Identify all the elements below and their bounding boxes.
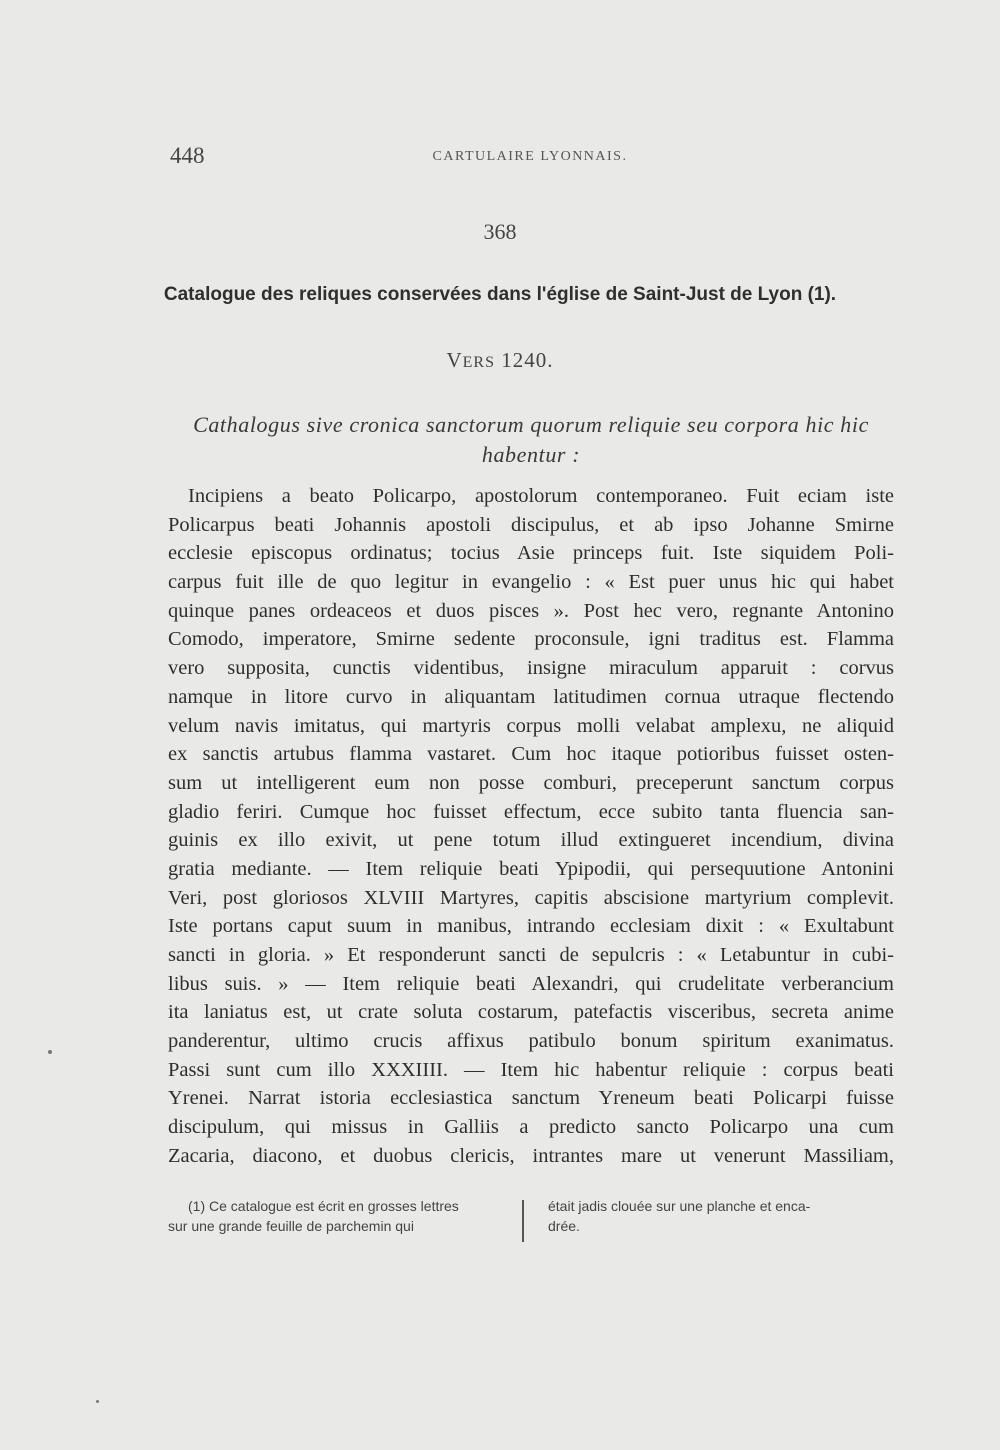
text-line: discipulum, qui missus in Galliis a predicto sancto Policarpo una cum bbox=[168, 1116, 894, 1139]
text-line: ex sanctis artubus flamma vastaret. Cum hoc itaque potioribus fuisset osten- bbox=[168, 743, 894, 766]
text-line: quinque panes ordeaceos et duos pisces ». Post hec vero, regnante Antonino bbox=[168, 599, 894, 622]
text-line: Yrenei. Narrat istoria ecclesiastica sanctum Yreneum beati Policarpi fuisse bbox=[168, 1087, 894, 1110]
text-line: ecclesie episcopus ordinatus; tocius Asie princeps fuit. Iste siquidem Poli- bbox=[168, 542, 894, 565]
page-number: 448 bbox=[170, 143, 205, 168]
footnote-line: sur une grande feuille de parchemin qui bbox=[168, 1218, 414, 1234]
text-line: gladio feriri. Cumque hoc fuisset effectum, ecce subito tanta fluencia san- bbox=[168, 800, 894, 823]
date-year: 1240. bbox=[501, 348, 554, 372]
text-line: Incipiens a beato Policarpo, apostolorum contemporaneo. Fuit eciam iste bbox=[188, 485, 894, 507]
date-prefix-cap: V bbox=[446, 348, 463, 372]
paper-speck bbox=[96, 1400, 99, 1403]
text-line: guinis ex illo exivit, ut pene totum illud extingueret incendium, divina bbox=[168, 829, 894, 852]
document-number: 368 bbox=[483, 219, 517, 244]
text-line: carpus fuit ille de quo legitur in evangelio : « Est puer unus hic qui habet bbox=[168, 571, 894, 594]
text-line: namque in litore curvo in aliquantam latitudimen cornua utraque flectendo bbox=[168, 685, 894, 708]
text-line: libus suis. » — Item reliquie beati Alexandri, qui crudelitate verberancium bbox=[168, 972, 894, 995]
text-line: sancti in gloria. » Et responderunt sancti de sepulcris : « Letabuntur in cubi- bbox=[168, 944, 894, 966]
document-date bbox=[0, 348, 1000, 373]
text-line: Veri, post gloriosos XLVIII Martyres, capitis abscisione martyrium complevit. bbox=[168, 886, 894, 909]
body-text bbox=[168, 482, 894, 1171]
date-prefix-rest: ERS bbox=[462, 354, 495, 371]
running-title: CARTULAIRE LYONNAIS. bbox=[432, 149, 628, 164]
text-line: Iste portans caput suum in manibus, intrando ecclesiam dixit : « Exultabunt bbox=[168, 915, 894, 938]
footnote-line: était jadis clouée sur une planche et enca- bbox=[548, 1198, 811, 1214]
footnote-left-column bbox=[168, 1196, 508, 1236]
text-line: panderentur, ultimo crucis affixus patibulo bonum spiritum exanimatus. bbox=[168, 1030, 894, 1053]
text-line: gratia mediante. — Item reliquie beati Ypipodii, qui persequutione Antonini bbox=[168, 857, 894, 880]
paper-speck bbox=[48, 1050, 52, 1054]
footnotes bbox=[168, 1196, 894, 1246]
incipit-line: habentur : bbox=[481, 442, 581, 467]
text-line: ita laniatus est, ut crate soluta costarum, patefactis visceribus, secreta anime bbox=[168, 1001, 894, 1024]
incipit-line: Cathalogus sive cronica sanctorum quorum reliquie seu corpora hic hic bbox=[193, 412, 869, 437]
incipit bbox=[168, 410, 894, 470]
footnote-line: drée. bbox=[548, 1218, 580, 1234]
text-line: Passi sunt cum illo XXXIIII. — Item hic habentur reliquie : corpus beati bbox=[168, 1058, 894, 1081]
document-title: Catalogue des reliques conservées dans l'église de Saint-Just de Lyon (1). bbox=[163, 284, 837, 305]
footnote-right-column bbox=[548, 1196, 894, 1236]
text-line: sum ut intelligerent eum non posse comburi, preceperunt sanctum corpus bbox=[168, 771, 894, 794]
text-line: Policarpus beati Johannis apostoli discipulus, et ab ipso Johanne Smirne bbox=[168, 513, 894, 536]
text-line: velum navis imitatus, qui martyris corpus molli velabat amplexu, ne aliquid bbox=[168, 714, 894, 737]
text-line: Comodo, imperatore, Smirne sedente proconsule, igni traditus est. Flamma bbox=[168, 628, 894, 651]
text-line: Zacaria, diacono, et duobus clericis, intrantes mare ut venerunt Massiliam, bbox=[168, 1144, 894, 1167]
text-line: vero supposita, cunctis videntibus, insigne miraculum apparuit : corvus bbox=[168, 657, 894, 680]
footnote-column-divider bbox=[522, 1200, 524, 1242]
footnote-line: (1) Ce catalogue est écrit en grosses lettres bbox=[188, 1198, 459, 1214]
page-header bbox=[170, 143, 890, 173]
